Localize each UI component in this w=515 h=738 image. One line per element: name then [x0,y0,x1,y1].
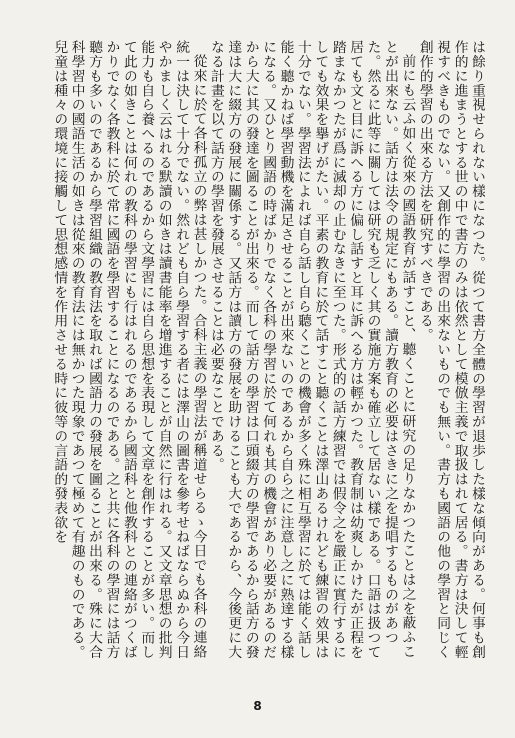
paragraph-1: は餘り重視せられない樣になつた。從つて書方全體の學習が退歩した樣な傾向がある。何事も創作的に進まうとする世の中で書方のみは依然として模倣主義で取扱はれて居る。書方は決して輕視すべきものでない。又創作的に學習の出來ないものでも無い。書方も國語の他の學習と同じく創作的學習の出來る方法を研究すべきである。 [416,40,485,660]
vertical-text-body [25,40,485,670]
paragraph-3: 從來に於て各科孤立の弊は甚しかつた。合科主義の學習法が稱道せらるゝ今日でも各科の連絡統一は決して十分でない。然れども自ら學習する者には澤山の圖書を參考せねばならぬから今日やかましく云はれる默讀の如きは讀書能率を增進することが自然に行はれる。又文章思想の批判能力も自ら養へるのであるから文學習には自ら思想を表現して文章を創作することが多い。而して此の如きことは何れの教科の學習にも行はれるのであるから國語科と他教科との連絡がつくばかりでなく各教科に於て常に國語を學習することになるのである。之と共に各科の學習には話方聽方も多いのであるから學習組織の教育法を取れば國語力の發展を圖ることが出來る。殊に大合科學習中の國語生活の如きは從來の教育法には無かつた現象であつて極めて有趣のものである。兒童は種々の環境に接觸して思想感情を作用させる時に彼等の言語的發表欲を [51,40,207,660]
paragraph-2: 前にも云ふ如く從來の國語教育が話すこと、聽くことに研究の足りなかつたことは之を蔽ふことが出來ない。話方は法令の規定にもある。讀方教育の必要はさきに之を提唱するものがあつた。然るに此等に關しては研究も乏しく其の實施方案も確立して居ない樣である。口語は扱つて居ても文と目に訴へる方に偏し話すと耳に訴へる方は輕かつた。教育制は幼爽しかけたが正程を踏まなかつたが爲に滅却の止むなきに至つた。形式的の話方練習では假令之を嚴正に實行するにしても效果を擧げがたい。平素の教育に於て話すこと聽くことは澤山あるけれども練習の效果は十分でない。學習法によれば自ら話し自ら聽くことの機會が多く殊に相互學習に於ては能く話し能く聽かねば學習動機を滿足させることが出來ないのであるから自ら之に注意し之に熟達する樣になる。又ひとり國語の時ばかりでなく各科の學習に於て何れも其の機會があり必要があるのだから大に其の發達を圖ることが出來る。而して話方の學習は口頭綴方の學習であるから話方の發達は大に綴方の發展に關係する。又話方は讀方の發展を助けることも大であるから、今後更に大なる計畫を以て話方の學習を發展させることは必要なことである。 [207,40,416,660]
page-number: 8 [253,699,262,713]
